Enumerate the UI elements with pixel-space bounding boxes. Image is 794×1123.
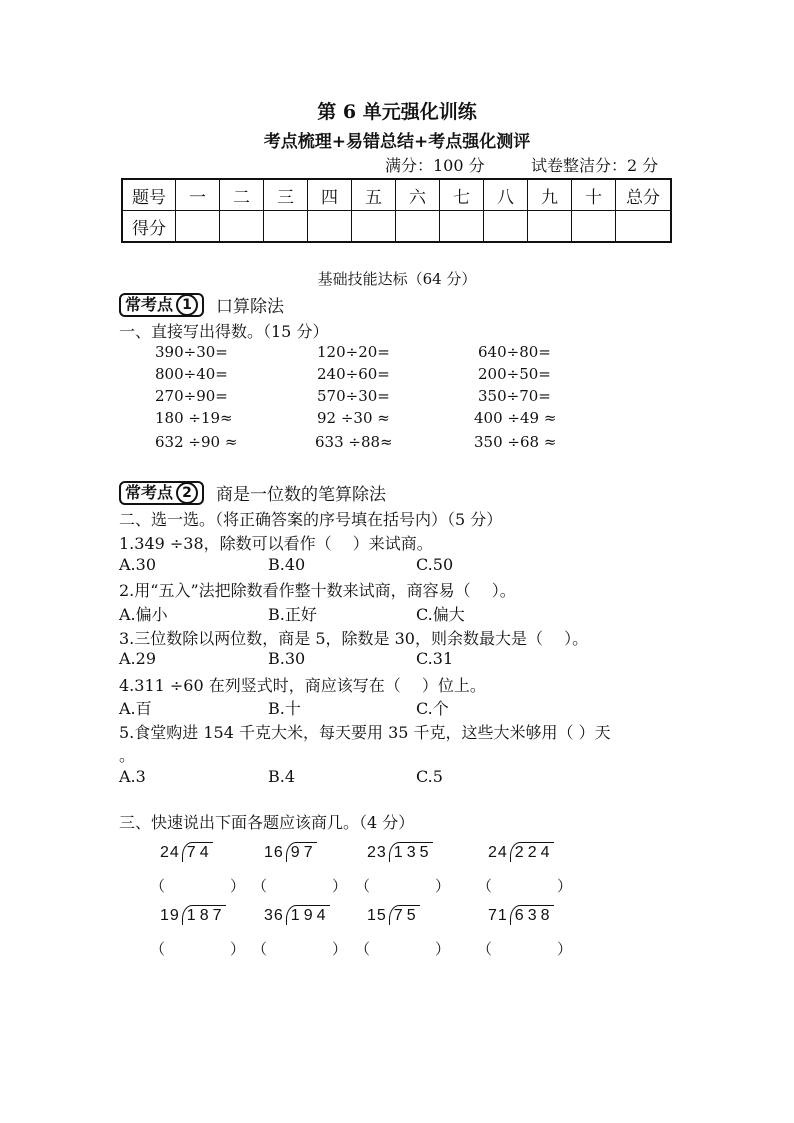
score-header-cell: 六 xyxy=(396,179,440,211)
calc-item: 120÷20= xyxy=(317,343,390,361)
choice-question-stem: 4.311 ÷60 在列竖式时，商应该写在（ ）位上。 xyxy=(119,676,486,695)
calc-item: 350÷70= xyxy=(478,387,551,405)
dividend: 135 xyxy=(389,842,433,862)
choice-option[interactable]: A.30 xyxy=(119,555,156,574)
score-header-cell: 一 xyxy=(176,179,220,211)
answer-blank[interactable]: （ ） xyxy=(150,877,247,895)
calc-item: 400 ÷49 ≈ xyxy=(474,409,557,427)
dividend: 638 xyxy=(510,905,554,925)
choice-question-stem: 5.食堂购进 154 千克大米，每天要用 35 千克，这些大米够用（ ）天 xyxy=(119,723,611,742)
score-cell[interactable] xyxy=(396,211,440,243)
question-3-title: 三、快速说出下面各题应该商几。（4 分） xyxy=(119,813,415,832)
dividend: 75 xyxy=(389,905,420,925)
score-cell[interactable] xyxy=(176,211,220,243)
score-header-cell: 题号 xyxy=(122,179,176,211)
topic2-heading xyxy=(119,480,386,505)
long-division xyxy=(367,905,420,925)
calc-item: 632 ÷90 ≈ xyxy=(155,433,238,451)
topic-badge-number: 1 xyxy=(176,294,198,316)
answer-blank[interactable]: （ ） xyxy=(355,877,452,895)
long-division xyxy=(264,842,317,862)
choice-option[interactable]: C.31 xyxy=(416,649,454,668)
score-header-cell: 四 xyxy=(308,179,352,211)
topic-badge-label: 常考点 xyxy=(125,294,174,314)
choice-question-stem: 1.349 ÷38，除数可以看作（ ）来试商。 xyxy=(119,534,433,553)
score-header-cell: 九 xyxy=(528,179,572,211)
score-header-cell: 三 xyxy=(264,179,308,211)
score-header-cell: 总分 xyxy=(616,179,672,211)
answer-blank[interactable]: （ ） xyxy=(252,940,349,958)
score-header-cell: 七 xyxy=(440,179,484,211)
long-division xyxy=(264,905,330,925)
score-cell[interactable] xyxy=(616,211,672,243)
choice-option[interactable]: B.正好 xyxy=(268,605,317,624)
choice-option[interactable]: A.百 xyxy=(119,699,152,718)
question-2-title: 二、选一选。（将正确答案的序号填在括号内）（5 分） xyxy=(119,510,503,529)
page-title: 第 6 单元强化训练 xyxy=(317,101,477,123)
page-subtitle: 考点梳理+易错总结+考点强化测评 xyxy=(263,132,531,152)
score-table-header-row xyxy=(122,179,671,211)
calc-item: 570÷30= xyxy=(317,387,390,405)
score-table-score-row xyxy=(122,211,671,243)
topic-badge-label: 常考点 xyxy=(125,482,174,502)
long-division xyxy=(367,842,433,862)
long-division xyxy=(160,905,226,925)
divisor: 24 xyxy=(488,844,508,861)
score-cell[interactable] xyxy=(352,211,396,243)
choice-option[interactable]: A.偏小 xyxy=(119,605,168,624)
topic-badge xyxy=(119,293,204,317)
divisor: 71 xyxy=(488,907,508,924)
score-header-cell: 二 xyxy=(220,179,264,211)
choice-option[interactable]: B.十 xyxy=(268,699,301,718)
calc-item: 800÷40= xyxy=(155,365,228,383)
answer-blank[interactable]: （ ） xyxy=(477,877,574,895)
choice-option[interactable]: C.5 xyxy=(416,767,443,786)
divisor: 19 xyxy=(160,907,180,924)
divisor: 36 xyxy=(264,907,284,924)
choice-option[interactable]: A.29 xyxy=(119,649,156,668)
score-header-cell: 八 xyxy=(484,179,528,211)
choice-option[interactable]: B.4 xyxy=(268,767,296,786)
choice-question-stem: 3.三位数除以两位数，商是 5，除数是 30，则余数最大是（ ）。 xyxy=(119,629,589,648)
answer-blank[interactable]: （ ） xyxy=(252,877,349,895)
calc-item: 350 ÷68 ≈ xyxy=(474,433,557,451)
score-cell[interactable] xyxy=(440,211,484,243)
dividend: 194 xyxy=(286,905,330,925)
choice-question-stem: 2.用“五入”法把除数看作整十数来试商，商容易（ ）。 xyxy=(119,581,516,600)
choice-option[interactable]: B.40 xyxy=(268,555,306,574)
full-score: 满分：100 分 xyxy=(385,156,485,175)
divisor: 23 xyxy=(367,844,387,861)
score-cell[interactable] xyxy=(528,211,572,243)
score-cell[interactable] xyxy=(308,211,352,243)
long-division xyxy=(488,905,554,925)
score-table xyxy=(121,178,672,243)
section-title: 基础技能达标（64 分） xyxy=(317,270,477,288)
topic1-heading xyxy=(119,292,284,317)
score-cell[interactable] xyxy=(220,211,264,243)
divisor: 16 xyxy=(264,844,284,861)
calc-item: 92 ÷30 ≈ xyxy=(317,409,390,427)
answer-blank[interactable]: （ ） xyxy=(355,940,452,958)
dividend: 187 xyxy=(182,905,226,925)
score-cell[interactable] xyxy=(572,211,616,243)
choice-option[interactable]: C.个 xyxy=(416,699,449,718)
score-cell[interactable] xyxy=(264,211,308,243)
long-division xyxy=(160,842,213,862)
calc-item: 200÷50= xyxy=(478,365,551,383)
divisor: 24 xyxy=(160,844,180,861)
long-division xyxy=(488,842,554,862)
choice-option[interactable]: A.3 xyxy=(119,767,146,786)
question-1-title: 一、直接写出得数。（15 分） xyxy=(119,322,329,341)
score-header-cell: 十 xyxy=(572,179,616,211)
calc-item: 640÷80= xyxy=(478,343,551,361)
choice-question-stem-cont: 。 xyxy=(119,746,136,765)
score-cell[interactable] xyxy=(484,211,528,243)
calc-item: 633 ÷88≈ xyxy=(315,433,393,451)
calc-item: 240÷60= xyxy=(317,365,390,383)
topic-name: 口算除法 xyxy=(216,297,285,317)
topic-name: 商是一位数的笔算除法 xyxy=(216,485,387,505)
score-row-label: 得分 xyxy=(122,211,176,243)
choice-option[interactable]: B.30 xyxy=(268,649,306,668)
topic-badge xyxy=(119,481,204,505)
choice-option[interactable]: C.50 xyxy=(416,555,454,574)
calc-item: 180 ÷19≈ xyxy=(155,409,233,427)
topic-badge-number: 2 xyxy=(176,482,198,504)
neat-score: 试卷整洁分：2 分 xyxy=(531,156,659,175)
calc-item: 390÷30= xyxy=(155,343,228,361)
dividend: 224 xyxy=(510,842,554,862)
dividend: 74 xyxy=(182,842,213,862)
score-header-cell: 五 xyxy=(352,179,396,211)
answer-blank[interactable]: （ ） xyxy=(150,940,247,958)
answer-blank[interactable]: （ ） xyxy=(477,940,574,958)
dividend: 97 xyxy=(286,842,317,862)
choice-option[interactable]: C.偏大 xyxy=(416,605,465,624)
calc-item: 270÷90= xyxy=(155,387,228,405)
divisor: 15 xyxy=(367,907,387,924)
